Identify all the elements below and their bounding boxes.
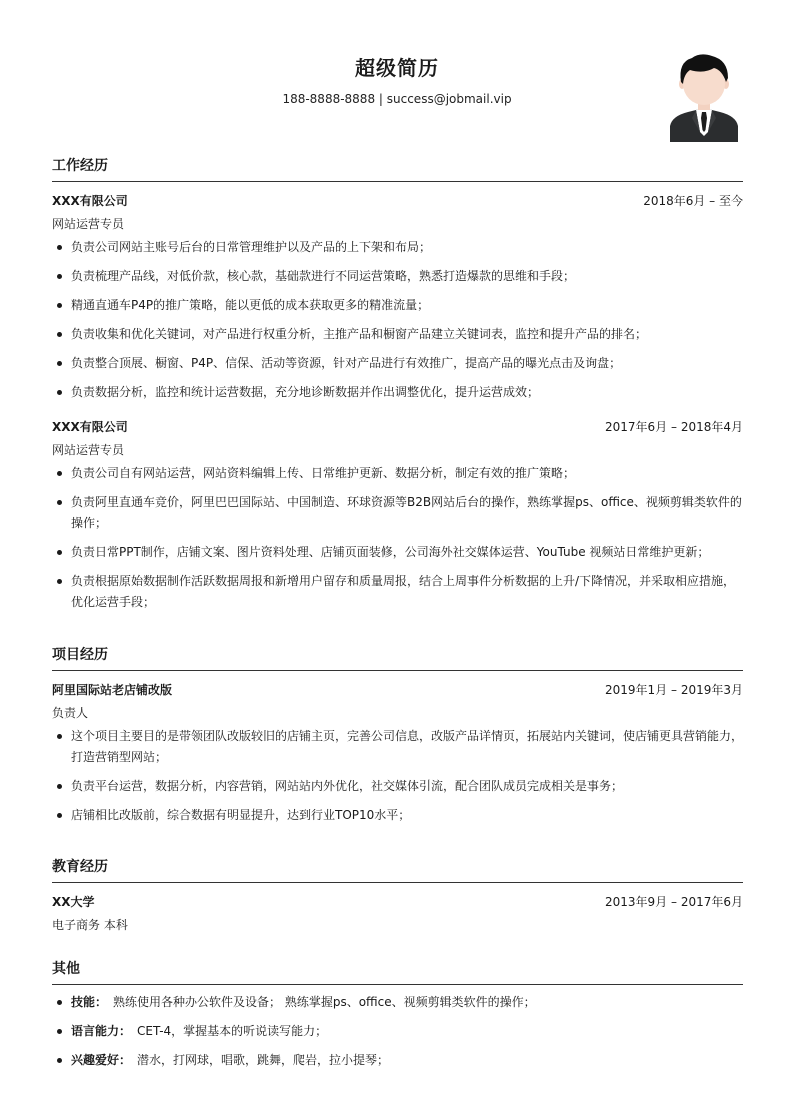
avatar-person-icon <box>666 52 742 142</box>
resume-name: 超级简历 <box>355 56 439 80</box>
section-title: 教育经历 <box>52 856 743 883</box>
work-experience-section <box>52 155 743 411</box>
item-text: CET-4，掌握基本的听说读写能力； <box>137 1024 328 1038</box>
section-title: 工作经历 <box>52 155 743 182</box>
list-item: 负责日常PPT制作，店铺文案、图片资料处理、店铺页面装修，公司海外社交媒体运营、YouTube 视频站日常维护更新； <box>52 542 743 563</box>
list-item: 负责阿里直通车竞价，阿里巴巴国际站、中国制造、环球资源等B2B网站后台的操作，熟练掌握ps、office、视频剪辑类软件的操作； <box>52 492 743 534</box>
list-item: 负责公司网站主账号后台的日常管理维护以及产品的上下架和布局； <box>52 237 743 258</box>
work-entry <box>52 192 743 403</box>
list-item: 负责平台运营，数据分析，内容营销，网站站内外优化，社交媒体引流，配合团队成员完成相关是事务； <box>52 776 743 797</box>
contact-info: 188-8888-8888 | success@jobmail.vip <box>282 92 512 106</box>
project-entry <box>52 681 743 826</box>
item-text: 潜水，打网球，唱歌，跳舞，爬岩，拉小提琴； <box>137 1053 390 1067</box>
item-text: 熟练使用各种办公软件及设备； 熟练掌握ps、office、视频剪辑类软件的操作； <box>113 995 536 1009</box>
avatar <box>666 52 742 142</box>
company-name: XXX有限公司 <box>52 194 128 208</box>
list-item: 负责收集和优化关键词，对产品进行权重分析，主推产品和橱窗产品建立关键词表，监控和提升产品的排名； <box>52 324 743 345</box>
date-range: 2017年6月 – 2018年4月 <box>605 420 743 434</box>
list-item: 负责整合顶展、橱窗、P4P、信保、活动等资源，针对产品进行有效推广，提高产品的曝光点击及询盘； <box>52 353 743 374</box>
work-experience-section-2 <box>52 408 743 621</box>
school-name: XX大学 <box>52 895 95 909</box>
list-item: 负责数据分析，监控和统计运营数据，充分地诊断数据并作出调整优化，提升运营成效； <box>52 382 743 403</box>
bullet-list <box>52 463 743 613</box>
project-name: 阿里国际站老店铺改版 <box>52 683 173 697</box>
education-entry <box>52 893 743 934</box>
project-experience-section <box>52 644 743 834</box>
section-title: 其他 <box>52 958 743 985</box>
work-entry <box>52 418 743 613</box>
company-name: XXX有限公司 <box>52 420 128 434</box>
other-section <box>52 958 743 1079</box>
list-item: 这个项目主要目的是带领团队改版较旧的店铺主页，完善公司信息，改版产品详情页，拓展站内关键词，使店铺更具营销能力，打造营销型网站； <box>52 726 743 768</box>
bullet-list <box>52 237 743 403</box>
job-title: 网站运营专员 <box>52 443 125 457</box>
list-item: 负责公司自有网站运营，网站资料编辑上传、日常维护更新、数据分析，制定有效的推广策略； <box>52 463 743 484</box>
item-label: 兴趣爱好： <box>71 1053 132 1067</box>
bullet-list <box>52 992 743 1071</box>
list-item: 精通直通车P4P的推广策略，能以更低的成本获取更多的精准流量； <box>52 295 743 316</box>
list-item: 负责梳理产品线，对低价款，核心款，基础款进行不同运营策略，熟悉打造爆款的思维和手段； <box>52 266 743 287</box>
project-role: 负责人 <box>52 706 89 720</box>
section-title: 项目经历 <box>52 644 743 671</box>
job-title: 网站运营专员 <box>52 217 125 231</box>
item-label: 语言能力： <box>71 1024 132 1038</box>
list-item: 店铺相比改版前，综合数据有明显提升，达到行业TOP10水平； <box>52 805 743 826</box>
item-label: 技能： <box>71 995 108 1009</box>
date-range: 2018年6月 – 至今 <box>643 194 743 208</box>
education-section <box>52 856 743 934</box>
list-item: 负责根据原始数据制作活跃数据周报和新增用户留存和质量周报，结合上周事件分析数据的上升/下降情况，并采取相应措施，优化运营手段； <box>52 571 743 613</box>
date-range: 2013年9月 – 2017年6月 <box>605 895 743 909</box>
bullet-list <box>52 726 743 826</box>
degree: 电子商务 本科 <box>52 918 128 932</box>
list-item <box>52 1021 743 1042</box>
list-item <box>52 992 743 1013</box>
list-item <box>52 1050 743 1071</box>
date-range: 2019年1月 – 2019年3月 <box>605 683 743 697</box>
